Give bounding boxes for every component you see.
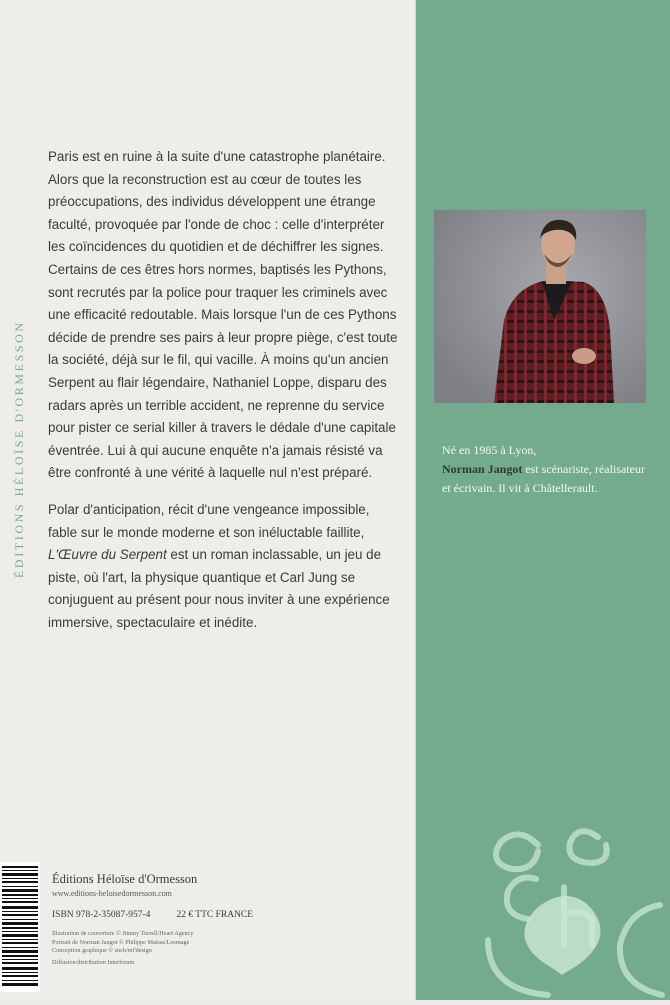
book-title: L'Œuvre du Serpent: [48, 547, 167, 563]
price: 22 € TTC FRANCE: [176, 910, 254, 920]
blurb-p2-end: est un roman inclassable, un jeu de piste, où l'art, la physique quantique et Carl Jung se conjuguent au présent pour nous inviter à une expérience immersive, spectaculaire et inédite.: [48, 547, 390, 630]
publisher-block: [52, 872, 302, 967]
credits: [52, 930, 302, 967]
blurb-p2-start: Polar d'anticipation, récit d'une vengeance impossible, fable sur le monde moderne et son inéluctable faillite,: [48, 501, 370, 540]
author-name: Norman Jangot: [442, 462, 523, 476]
bio-description: est scénariste, réalisateur et écrivain. Il vit à Châtellerault.: [442, 462, 645, 495]
credit-design: Conception graphique © sncb/mf'design: [52, 947, 152, 955]
ehdo-monogram-icon: [478, 815, 670, 1000]
credit-cover: Illustration de couverture © Jimmy Turrell/Heart Agency: [52, 930, 194, 937]
publisher-name: Éditions Héloïse d'Ormesson: [52, 872, 198, 886]
isbn: ISBN 978-2-35087-957-4: [52, 910, 151, 920]
publisher-monogram-ornament: [478, 815, 670, 1005]
author-bio: [442, 441, 652, 498]
publisher-spine-label: ÉDITIONS HÉLOÏSE D'ORMESSON: [12, 320, 26, 578]
blurb-paragraph-2: [48, 499, 398, 635]
publisher-url: www.editions-heloisedormesson.com: [52, 889, 172, 898]
bio-text: [442, 460, 652, 498]
author-portrait: [434, 210, 646, 403]
credit-portrait: Portrait de Norman Jangot © Philippe Matsas/Leemage: [52, 938, 190, 946]
book-blurb: [48, 146, 398, 634]
author-portrait-illustration: [434, 210, 646, 403]
isbn-price-row: [52, 910, 302, 920]
credit-distribution: Diffusion/distribution Interforum: [52, 958, 135, 966]
barcode-icon: [0, 862, 40, 992]
blurb-paragraph-1: Paris est en ruine à la suite d'une catastrophe planétaire. Alors que la reconstruction est au cœur de toutes les préoccupations, des individus développent une étrange faculté, provoquée par l'onde de choc : celle d'interpréter les coïncidences du quotidien et de déchiffrer les signes. Certains de ces êtres hors normes, baptisés les Pythons, sont recrutés par la police pour traquer les criminels avec une efficacité redoutable. Mais lorsque l'un de ces Pythons décide de prendre ses pairs à leur propre piège, c'est toute la société, déjà sur le fil, qui vacille. À moins qu'un ancien Serpent au flair légendaire, Nathaniel Loppe, disparu des radars après un terrible accident, ne reprenne du service pour pister ce serial killer à travers le dédale d'une capitale éventrée. Lui à qui aucune enquête n'a jamais résisté va être confronté à une vérité à laquelle nul n'est préparé.: [48, 149, 398, 481]
bio-birth-line: Né en 1985 à Lyon,: [442, 443, 537, 457]
barcode: [0, 862, 40, 992]
